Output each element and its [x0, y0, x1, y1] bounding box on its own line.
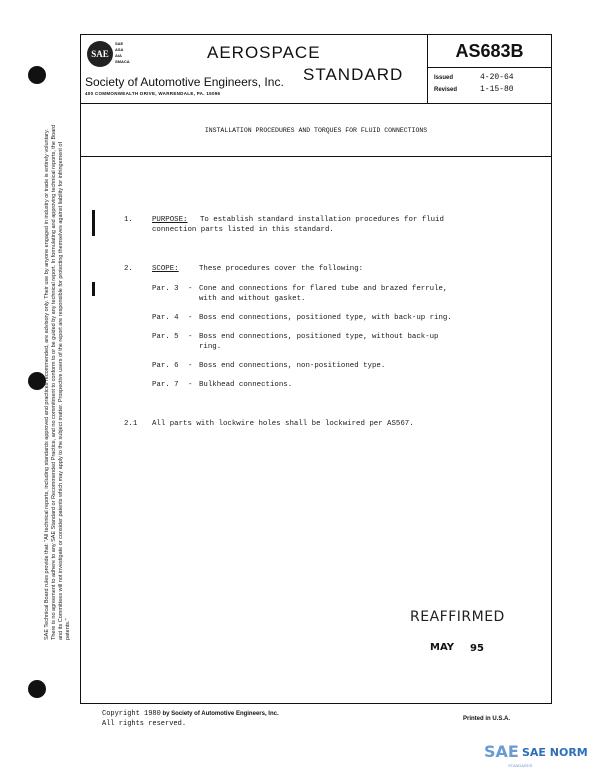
- document-number: AS683B: [428, 35, 551, 68]
- scope-item-text: Cone and connections for flared tube and brazed ferrule,: [199, 285, 448, 293]
- sae-norm-wordmark: SAE NORM: [522, 746, 588, 759]
- scope-item-dash: -: [188, 333, 193, 341]
- sae-norm-subtitle: STANDARDS: [508, 763, 533, 768]
- document-title: INSTALLATION PROCEDURES AND TORQUES FOR FLUID CONNECTIONS: [81, 104, 551, 157]
- section-1-number: 1.: [124, 216, 133, 224]
- aerospace-heading: AEROSPACE: [207, 43, 321, 62]
- scope-item-dash: -: [188, 285, 193, 293]
- footer-rights: All rights reserved.: [102, 720, 187, 728]
- header-left: [81, 35, 428, 103]
- section-1-text-cont: connection parts listed in this standard.: [152, 226, 334, 234]
- document-header: [81, 35, 551, 104]
- punch-hole-bottom: [28, 680, 46, 698]
- stamp-month: MAY: [430, 642, 454, 653]
- revision-bar-2: [92, 282, 95, 296]
- section-2-heading: SCOPE:: [152, 265, 179, 273]
- scope-item-par-6: Par. 6: [152, 362, 179, 370]
- issued-date: 4-20-64: [480, 73, 514, 82]
- scope-item-text-cont: with and without gasket.: [199, 295, 306, 303]
- scope-item-par-4: Par. 4: [152, 314, 179, 322]
- scope-item-par-5: Par. 5: [152, 333, 179, 341]
- sae-logo: SAE: [87, 41, 113, 67]
- margin-notice: SAE Technical Board rules provide that: "All technical reports, including standards approved and practices recommended, are advisory only. Their use by anyone engaged in industry or trade is entirely voluntary. There is no agreement to adhere to any SAE Standard or Recommended Practice, and no commitment to conform to or be guided by any technical report. In formulating and approving technical reports, the Board and its Committees will not investigate or consider patents which may apply to the subject matter. Prospective users of the report are responsible for protecting themselves against liability for infringement of patents.": [44, 124, 71, 640]
- section-2-1-text: All parts with lockwire holes shall be lockwired per AS567.: [152, 420, 414, 428]
- section-2-1-number: 2.1: [124, 420, 138, 428]
- footer-printed: Printed in U.S.A.: [463, 716, 511, 722]
- scope-item-dash: -: [188, 314, 193, 322]
- logo-member-list: SAE ASA AIA SMACA: [115, 41, 130, 64]
- stamp-year: 95: [470, 643, 484, 654]
- revised-label: Revised: [434, 87, 458, 93]
- section-2-text: These procedures cover the following:: [199, 265, 364, 273]
- scope-item-text: Boss end connections, positioned type, with back-up ring.: [199, 314, 452, 322]
- scope-item-text-cont: ring.: [199, 343, 222, 351]
- standard-heading: STANDARD: [303, 65, 404, 84]
- scope-item-text: Boss end connections, positioned type, without back-up: [199, 333, 439, 341]
- punch-hole-top: [28, 66, 46, 84]
- reaffirmed-stamp: REAFFIRMED: [410, 609, 505, 625]
- revised-date: 1-15-80: [480, 85, 514, 94]
- scope-item-text: Bulkhead connections.: [199, 381, 293, 389]
- scope-item-par-7: Par. 7: [152, 381, 179, 389]
- issued-label: Issued: [434, 75, 454, 81]
- sae-norm-logo: SAE: [484, 742, 519, 761]
- scope-item-par-3: Par. 3: [152, 285, 179, 293]
- scope-item-dash: -: [188, 381, 193, 389]
- section-1-heading: PURPOSE:: [152, 216, 188, 224]
- scope-item-dash: -: [188, 362, 193, 370]
- revision-bar-1: [92, 210, 95, 236]
- section-2-number: 2.: [124, 265, 133, 273]
- section-1-text: To establish standard installation procedures for fluid: [200, 216, 444, 224]
- footer-copyright: Copyright 1980 by Society of Automotive Engineers, Inc.: [102, 710, 279, 718]
- header-right: [428, 35, 551, 103]
- society-address: 400 COMMONWEALTH DRIVE, WARRENDALE, PA. 15096: [85, 91, 221, 96]
- scope-item-text: Boss end connections, non-positioned type.: [199, 362, 386, 370]
- society-name: Society of Automotive Engineers, Inc.: [85, 75, 284, 89]
